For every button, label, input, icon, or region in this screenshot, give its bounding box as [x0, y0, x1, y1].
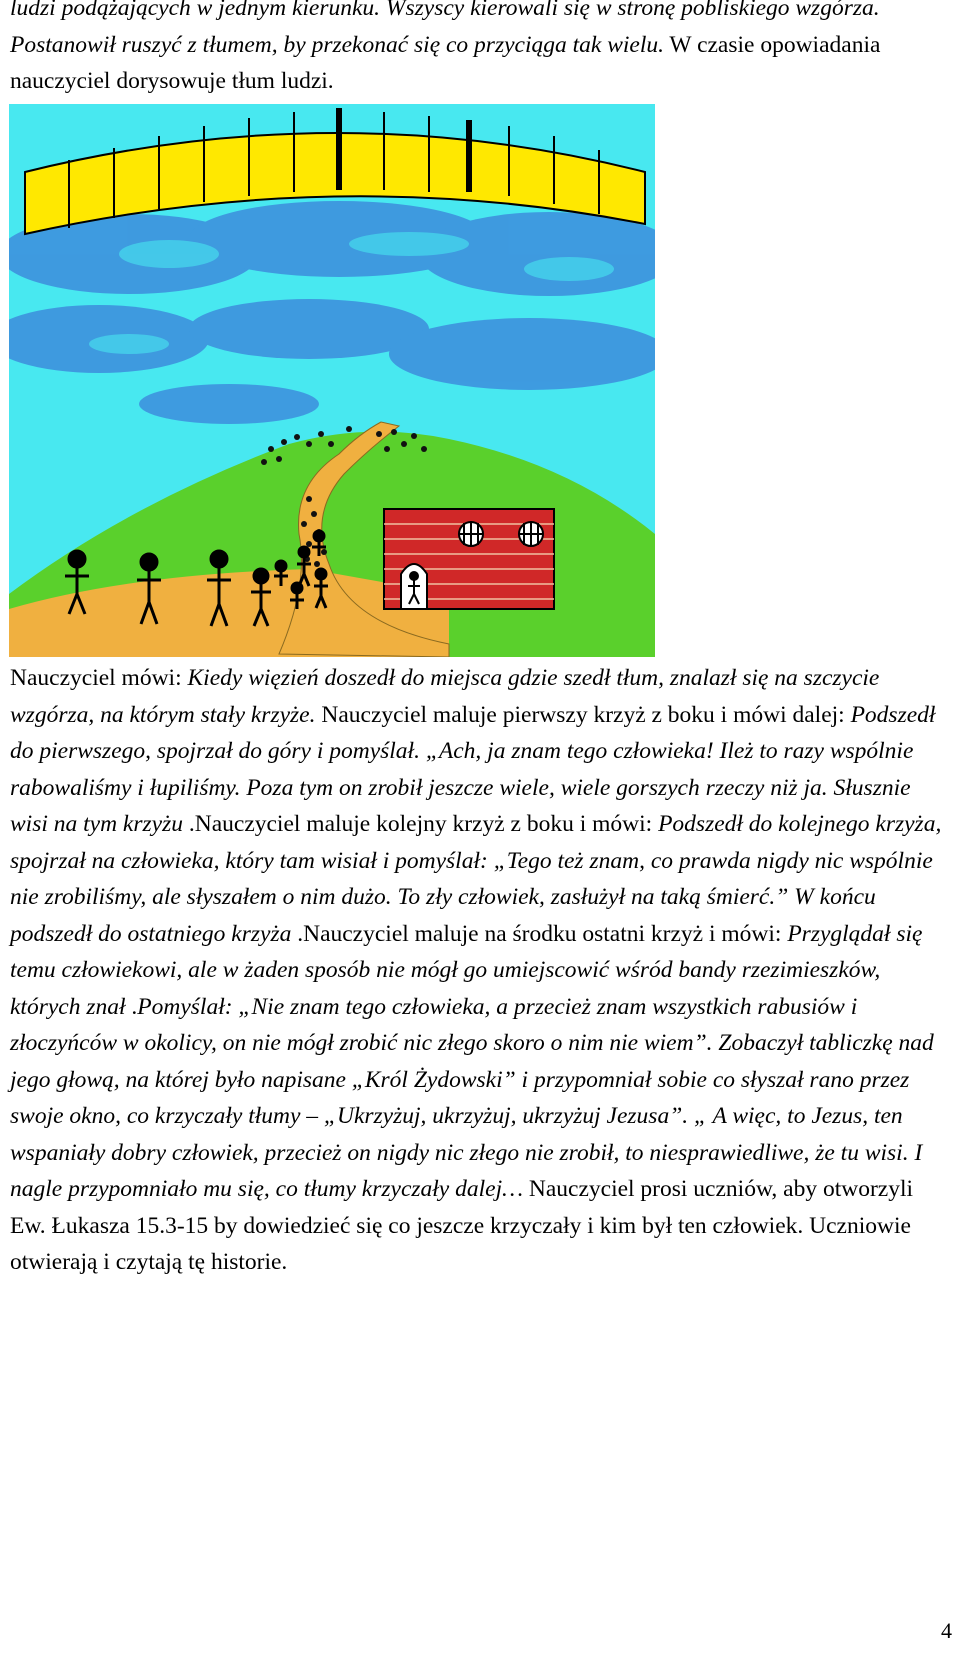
prison-window	[459, 522, 483, 546]
brick-prison	[384, 509, 554, 609]
story-text: .	[125, 993, 138, 1020]
story-italic-text: Pomyślał: „Nie znam tego człowieka, a przecież znam wszystkich rabusiów i złoczyńców w okolicy, on nie mógł zrobić nic złego skoro o nim nie wiem”. Zobaczył tabliczkę nad jego głową, na której było napisane „Król Żydowski” i przypomniał sobie co słyszał rano przez swoje okno, co krzyczały tłumy – „Ukrzyżuj, ukrzyżuj, ukrzyżuj Jezusa”. „ A więc, to Jezus, ten wspaniały dobry człowiek, przecież on nigdy nic złego nie zrobił, to niesprawiedliwe, że tu wisi. I nagle przypomniało mu się, co tłumy krzyczały dalej…	[10, 993, 934, 1202]
story-italic-text: Podszedł do pierwszego, spojrzał do góry i pomyślał. „Ach, ja znam tego człowieka! Ileż to razy wspólnie rabowaliśmy i łupiliśmy. Poza tym on zrobił jeszcze wiele, wiele gorszych rzeczy niż ja. Słusznie wisi na tym krzyżu	[10, 701, 936, 837]
story-text: Nauczyciel mówi:	[10, 665, 188, 691]
story-italic-text: Kiedy więzień doszedł do miejsca gdzie szedł tłum, znalazł się na szczycie wzgórza, na którym stały krzyże.	[10, 665, 880, 728]
intro-paragraph	[10, 0, 950, 100]
page-number: 4	[941, 1618, 952, 1643]
story-text: .Nauczyciel maluje kolejny krzyż z boku i mówi:	[182, 811, 659, 837]
story-text: Nauczyciel prosi uczniów, aby otworzyli Ew. Łukasza 15.3-15 by dowiedzieć się co jeszcze krzyczały i kim był ten człowiek. Uczniowie otwierają i czytają tę historie.	[10, 1176, 914, 1275]
intro-teacher-note: W czasie opowiadania nauczyciel dorysowuje tłum ludzi.	[10, 31, 881, 94]
story-italic-text: Podszedł do kolejnego krzyża, spojrzał na człowieka, który tam wisiał i pomyślał: „Tego też znam, co prawda nigdy nic wspólnie nie zrobiliśmy, ale słyszałem o nim dużo. To zły człowiek, zasłużył na taką śmierć.” W końcu podszedł do ostatniego krzyża	[10, 811, 942, 947]
story-illustration	[9, 104, 655, 657]
story-text: Nauczyciel maluje pierwszy krzyż z boku i mówi dalej:	[315, 701, 851, 728]
intro-italic-text: ludzi podążających w jednym kierunku. Wszyscy kierowali się w stronę pobliskiego wzgórza. Postanowił ruszyć z tłumem, by przekonać się co przyciąga tak wielu.	[10, 0, 880, 58]
story-paragraph	[10, 660, 950, 1281]
prison-window	[519, 522, 543, 546]
story-text: .Nauczyciel maluje na środku ostatni krzyż i mówi:	[291, 920, 788, 947]
story-italic-text: Przyglądał się temu człowiekowi, ale w żaden sposób nie mógł go umiejscowić wśród bandy rzezimieszków, których znał	[10, 920, 923, 1020]
